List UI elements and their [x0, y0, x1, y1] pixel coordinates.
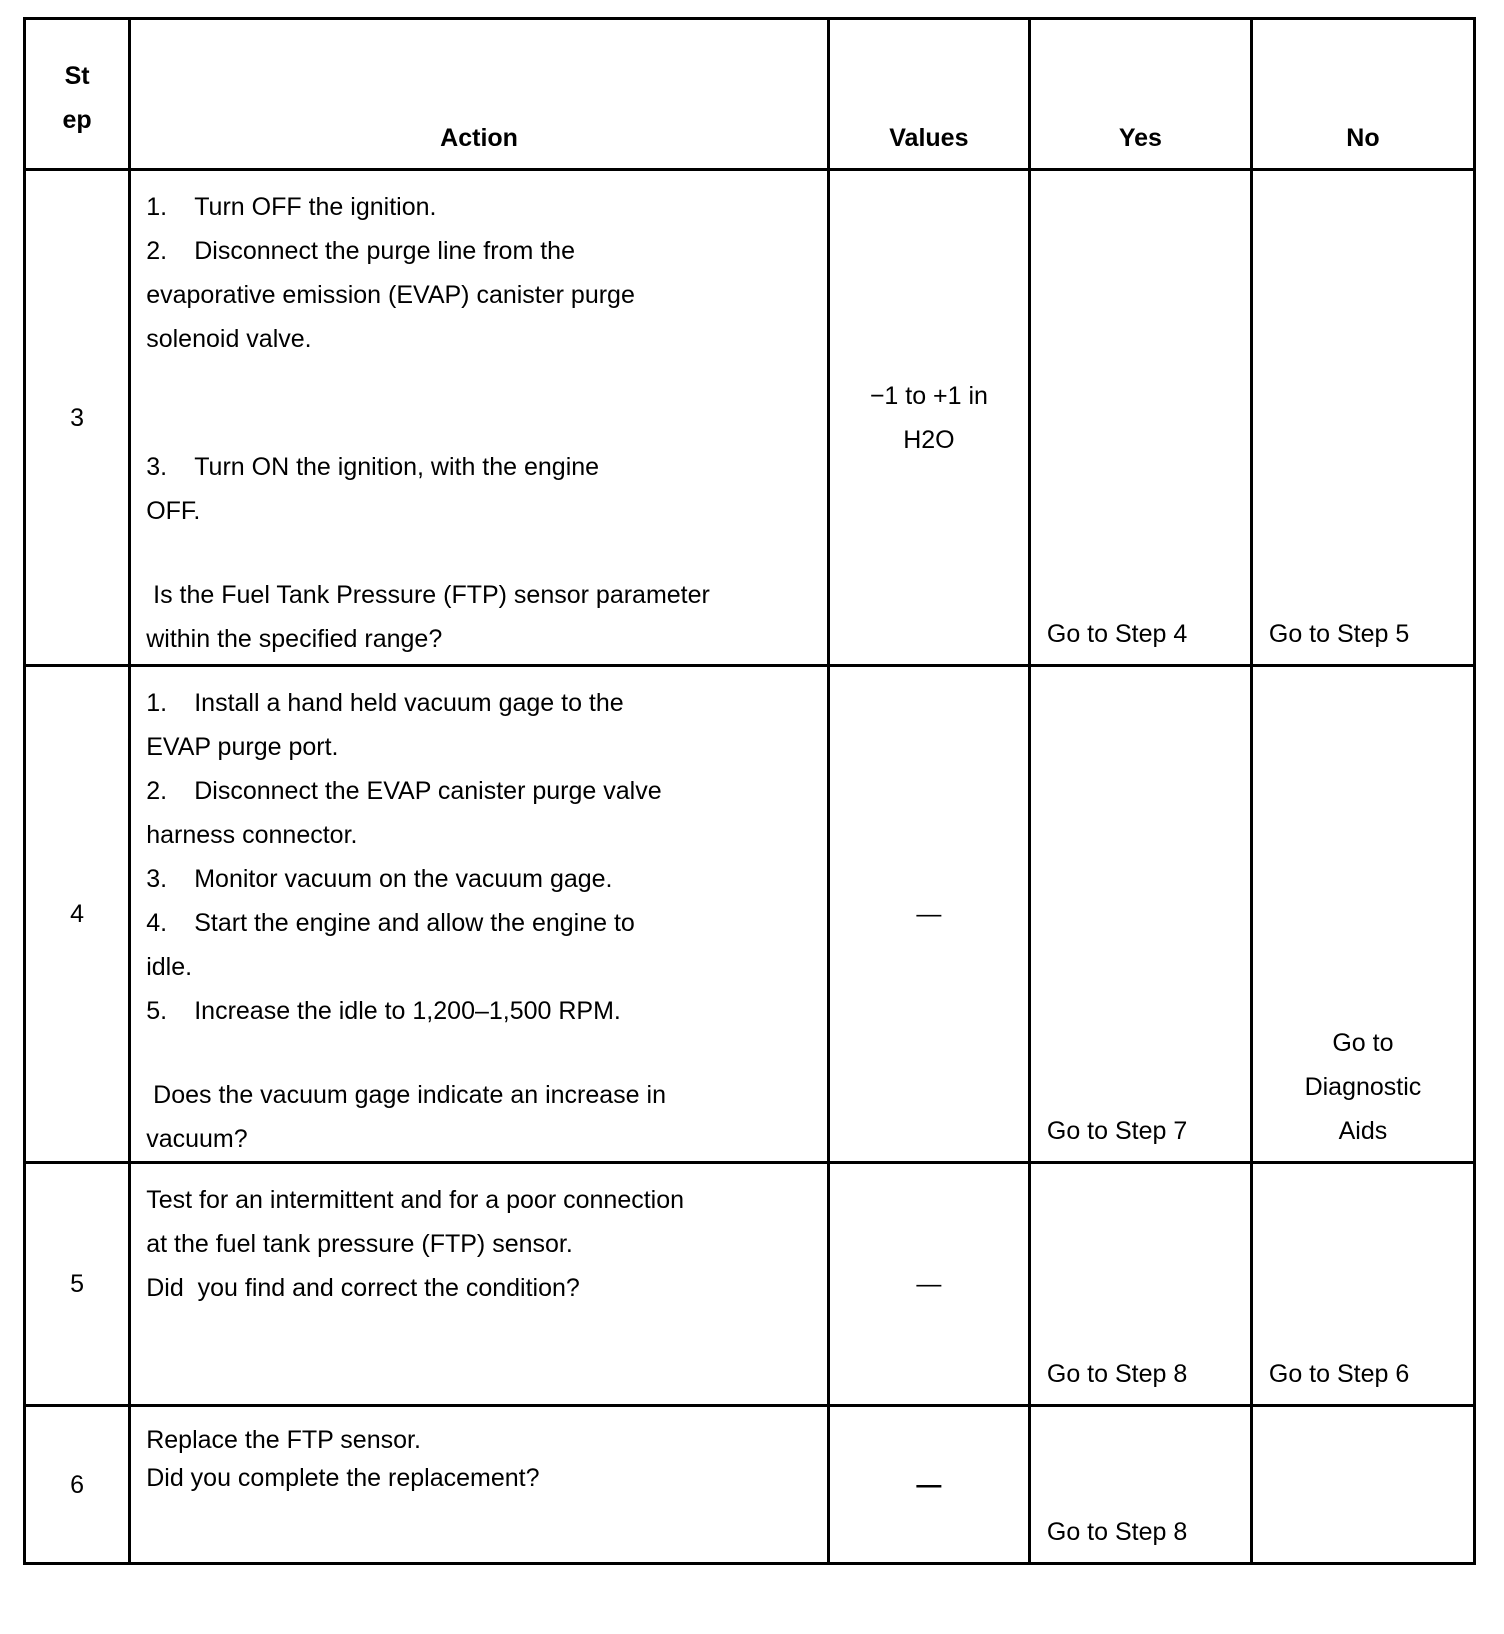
action-cell: 1. Install a hand held vacuum gage to the EVAP purge port. 2. Disconnect the EVAP canister purge valve harness connector. 3. Monitor vacuum on the vacuum gage. 4. Start the engine and allow the engine to idle. 5. Increase the idle to 1,200–1,500 RPM. Does the vacuum gage indicate an increase in vacuum?: [130, 666, 829, 1163]
diagnostic-table: [23, 17, 1476, 1565]
header-action: Action: [130, 19, 829, 170]
value-cell: —: [828, 666, 1029, 1163]
header-row: [25, 19, 1475, 170]
no-cell: [1251, 1406, 1474, 1564]
action-cell: Replace the FTP sensor. Did you complete the replacement?: [130, 1406, 829, 1564]
no-cell: Go to Step 5: [1251, 170, 1474, 666]
yes-cell: Go to Step 7: [1029, 666, 1251, 1163]
yes-cell: Go to Step 4: [1029, 170, 1251, 666]
yes-cell: Go to Step 8: [1029, 1163, 1251, 1406]
table-row-step-3: [25, 170, 1475, 666]
header-step: [25, 19, 130, 170]
header-values: Values: [828, 19, 1029, 170]
value-cell: —: [828, 1163, 1029, 1406]
value-cell: −1 to +1 in H2O: [828, 170, 1029, 666]
yes-cell: Go to Step 8: [1029, 1406, 1251, 1564]
table-row-step-5: [25, 1163, 1475, 1406]
action-cell: Test for an intermittent and for a poor connection at the fuel tank pressure (FTP) sensor. Did you find and correct the condition?: [130, 1163, 829, 1406]
header-yes: Yes: [1029, 19, 1251, 170]
step-number: 4: [25, 666, 130, 1163]
action-question: Does the vacuum gage indicate an increase in: [146, 1081, 666, 1109]
step-number: 3: [25, 170, 130, 666]
step-number: 5: [25, 1163, 130, 1406]
header-step-line2: ep: [62, 106, 92, 134]
action-question: Did you find and correct the condition?: [146, 1274, 580, 1302]
no-cell: Go to Step 6: [1251, 1163, 1474, 1406]
table-row-step-4: [25, 666, 1475, 1163]
value-cell: —: [828, 1406, 1029, 1564]
table-row-step-6: [25, 1406, 1475, 1564]
action-cell: 1. Turn OFF the ignition. 2. Disconnect the purge line from the evaporative emission (EVAP) canister purge solenoid valve. 3. Turn ON the ignition, with the engine OFF. Is the Fuel Tank Pressure (FTP) sensor parameter within the specified range?: [130, 170, 829, 666]
step-number: 6: [25, 1406, 130, 1564]
header-no: No: [1251, 19, 1474, 170]
no-cell: Go to Diagnostic Aids: [1251, 666, 1474, 1163]
action-question: Did you complete the replacement?: [146, 1464, 540, 1492]
action-question: Is the Fuel Tank Pressure (FTP) sensor parameter: [146, 581, 710, 609]
header-step-line1: St: [64, 62, 90, 90]
